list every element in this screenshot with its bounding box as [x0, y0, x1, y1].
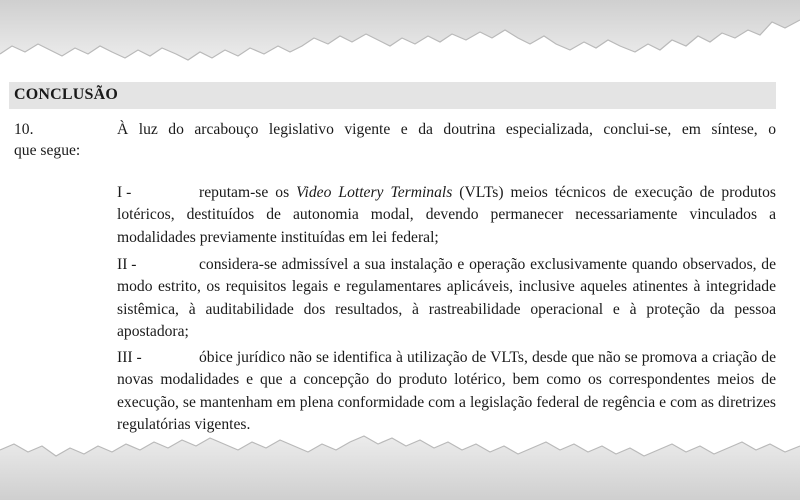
item-marker: III - [117, 348, 142, 366]
conclusion-item-1 [117, 182, 776, 250]
item-text: óbice jurídico não se identifica à utilização de VLTs, desde que não se promova a criação de novas modalidades e que a concepção do produto lotérico, bem como os correspondentes meios de execução, se mantenham em plena conformidade com a legislação federal de regência e com as diretrizes regulatórias vigentes. [117, 348, 776, 434]
item-marker: I - [117, 183, 132, 201]
item-marker: II - [117, 255, 137, 273]
item-text-italic: Video Lottery Terminals [296, 183, 453, 201]
paragraph-number: 10. [14, 121, 34, 138]
section-header-bar [9, 82, 776, 109]
item-text: reputam-se os [199, 183, 297, 201]
item-text: considera-se admissível a sua instalação e operação exclusivamente quando observados, de modo estrito, os requisitos legais e regulamentares aplicáveis, inclusive aqueles atinentes à integridade sistêmica, à auditabilidade dos resultados, à rastreabilidade operacional e à proteção da pessoa apostadora; [117, 255, 776, 341]
conclusion-item-2 [117, 254, 776, 344]
paragraph-intro-continuation: que segue: [14, 142, 81, 159]
item-text: (VLTs) meios técnicos de execução de produtos lotéricos, destituídos de autonomia modal, devendo permanecer necessariamente vinculados a modalidades previamente instituídas em lei federal; [117, 183, 776, 246]
section-title: CONCLUSÃO [14, 86, 119, 103]
conclusion-item-3 [117, 347, 776, 437]
paragraph-intro: À luz do arcabouço legislativo vigente e da doutrina especializada, conclui-se, em síntese, o [117, 121, 776, 138]
